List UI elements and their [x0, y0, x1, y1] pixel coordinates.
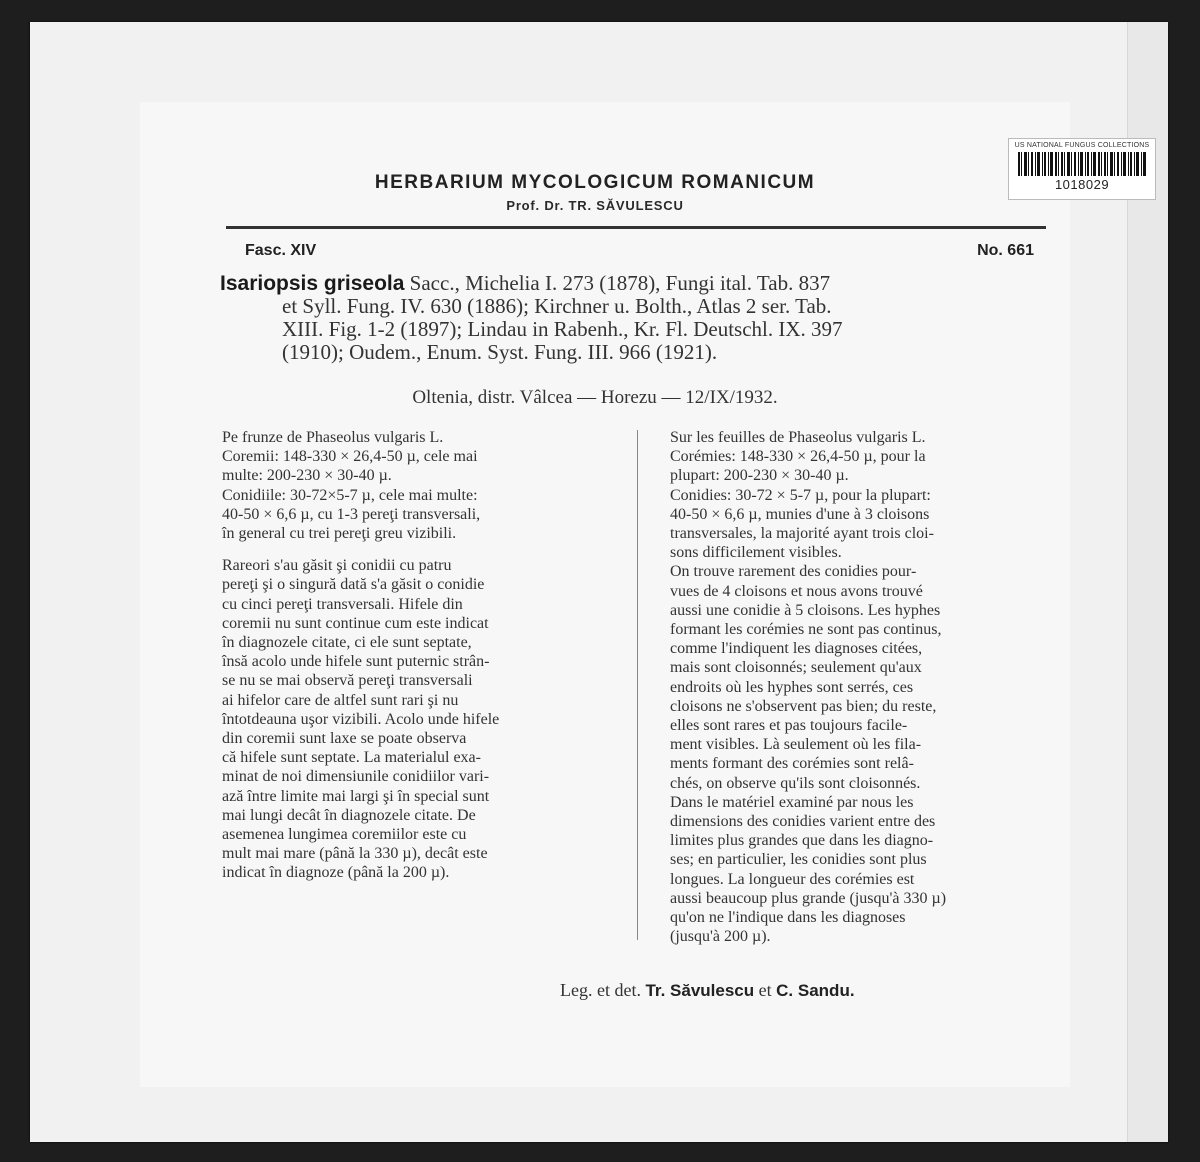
fr-line: ses; en particulier, les conidies sont plus: [670, 851, 927, 869]
fr-line: Sur les feuilles de Phaseolus vulgaris L.: [670, 429, 926, 446]
fr-line: formant les corémies ne sont pas continus,: [670, 621, 942, 639]
barcode-institution: US NATIONAL FUNGUS COLLECTIONS: [1014, 142, 1150, 149]
fr-line: aussi beaucoup plus grande (jusqu'à 330 µ): [670, 889, 947, 907]
fr-line: ment visibles. Là seulement où les fila-: [670, 736, 922, 754]
ro-line: pereţi şi o singură dată s'a găsit o conidie: [222, 576, 485, 594]
ro-line: Rareori s'au găsit şi conidii cu patru: [222, 557, 452, 575]
fr-line: limites plus grandes que dans les diagno-: [670, 832, 934, 850]
ro-line: în general cu trei pereţi greu vizibili.: [222, 525, 457, 543]
header-rule: [226, 226, 1046, 229]
ro-line: multe: 200-230 × 30-40 µ.: [222, 467, 392, 485]
collector-name-1: Tr. Săvulescu: [645, 981, 755, 1000]
french-description: [670, 428, 1068, 946]
ro-line: ază între limite mai largi şi în special sunt: [222, 787, 490, 805]
fr-line: On trouve rarement des conidies pour-: [670, 563, 917, 581]
ro-line: minat de noi dimensiunile conidiilor vari-: [222, 768, 490, 786]
fr-line: chés, on observe qu'ils sont cloisonnés.: [670, 774, 921, 792]
ro-line: mai lungi decât în diagnozele citate. De: [222, 806, 476, 824]
fr-line: aussi une conidie à 5 cloisons. Les hyphes: [670, 601, 941, 619]
fr-line: comme l'indiquent les diagnoses citées,: [670, 640, 923, 658]
specimen-label: [140, 102, 1150, 1087]
citation-line-2: et Syll. Fung. IV. 630 (1886); Kirchner u. Bolth., Atlas 2 ser. Tab.: [282, 294, 832, 318]
ro-line: întotdeauna uşor vizibili. Acolo unde hifele: [222, 710, 500, 728]
citation-text: Sacc., Michelia I. 273 (1878), Fungi ital. Tab. 837: [409, 271, 831, 295]
ro-line: din coremii sunt laxe se poate observa: [222, 730, 467, 748]
ro-line: Coremii: 148-330 × 26,4-50 µ, cele mai: [222, 448, 478, 466]
ro-line: Conidiile: 30-72×5-7 µ, cele mai multe:: [222, 486, 478, 504]
citation-line-1: [220, 272, 1060, 295]
fr-line: vues de 4 cloisons et nous avons trouvé: [670, 582, 923, 600]
locality-line: Oltenia, distr. Vâlcea — Horezu — 12/IX/1932.: [412, 387, 778, 408]
ro-line: în diagnozele citate, ci ele sunt septate,: [222, 634, 472, 652]
fr-line: qu'on ne l'indique dans les diagnoses: [670, 909, 906, 927]
fr-line: plupart: 200-230 × 30-40 µ.: [670, 467, 849, 485]
ro-line: asemenea lungimea coremiilor este cu: [222, 826, 467, 844]
fr-line: cloisons ne s'observent pas bien; du reste,: [670, 697, 937, 715]
ro-line: 40-50 × 6,6 µ, cu 1-3 pereţi transversali,: [222, 505, 481, 523]
herbarium-sheet: [30, 22, 1168, 1142]
fr-line: sons difficilement visibles.: [670, 544, 842, 562]
ro-line: Pe frunze de Phaseolus vulgaris L.: [222, 429, 444, 446]
collector-prefix: Leg. et det.: [560, 980, 641, 1000]
fr-line: dimensions des conidies varient entre des: [670, 813, 936, 831]
ro-line: că hifele sunt septate. La materialul exa-: [222, 749, 481, 767]
exsiccata-number: No. 661: [977, 242, 1034, 259]
fr-line: Conidies: 30-72 × 5-7 µ, pour la plupart:: [670, 486, 931, 504]
species-citation: [220, 272, 1060, 364]
ro-line: mult mai mare (până la 330 µ), decât este: [222, 845, 488, 863]
fr-line: longues. La longueur des corémies est: [670, 870, 915, 888]
ro-line: cu cinci pereţi transversali. Hifele din: [222, 595, 463, 613]
fr-line: 40-50 × 6,6 µ, munies d'une à 3 cloisons: [670, 505, 930, 523]
fr-line: transversales, la majorité ayant trois cloi-: [670, 525, 934, 543]
fr-line: endroits où les hyphes sont serrés, ces: [670, 678, 914, 696]
citation-line-4: (1910); Oudem., Enum. Syst. Fung. III. 966 (1921).: [282, 340, 718, 364]
fr-line: elles sont rares et pas toujours facile-: [670, 717, 908, 735]
ro-line: coremii nu sunt continue cum este indicat: [222, 614, 489, 632]
herbarium-title: HERBARIUM MYCOLOGICUM ROMANICUM: [374, 172, 816, 193]
ro-line: ai hifelor care de altfel sunt rari şi nu: [222, 691, 459, 709]
herbarium-author: Prof. Dr. TR. SĂVULESCU: [506, 198, 684, 213]
fr-line: mais sont cloisonnés; seulement qu'aux: [670, 659, 922, 677]
barcode-number: 1018029: [1054, 177, 1110, 192]
ro-line: însă acolo unde hifele sunt puternic strân-: [222, 653, 490, 671]
collector-conjunction: et: [758, 980, 772, 1000]
fr-line: Corémies: 148-330 × 26,4-50 µ, pour la: [670, 448, 926, 466]
fr-line: Dans le matériel examiné par nous les: [670, 793, 914, 811]
romanian-description: [222, 428, 620, 883]
fr-line: (jusqu'à 200 µ).: [670, 928, 771, 946]
collector-name-2: C. Sandu.: [776, 981, 855, 1000]
collector-line: [560, 980, 855, 1001]
ro-line: se nu se mai observă pereţi transversali: [222, 672, 473, 690]
species-name: Isariopsis griseola: [220, 272, 405, 295]
column-divider: [637, 430, 638, 940]
fascicle-number: Fasc. XIV: [245, 242, 317, 259]
citation-line-3: XIII. Fig. 1-2 (1897); Lindau in Rabenh., Kr. Fl. Deutschl. IX. 397: [282, 317, 843, 341]
ro-line: indicat în diagnoze (până la 200 µ).: [222, 864, 450, 882]
fr-line: ments formant des corémies sont relâ-: [670, 755, 914, 773]
